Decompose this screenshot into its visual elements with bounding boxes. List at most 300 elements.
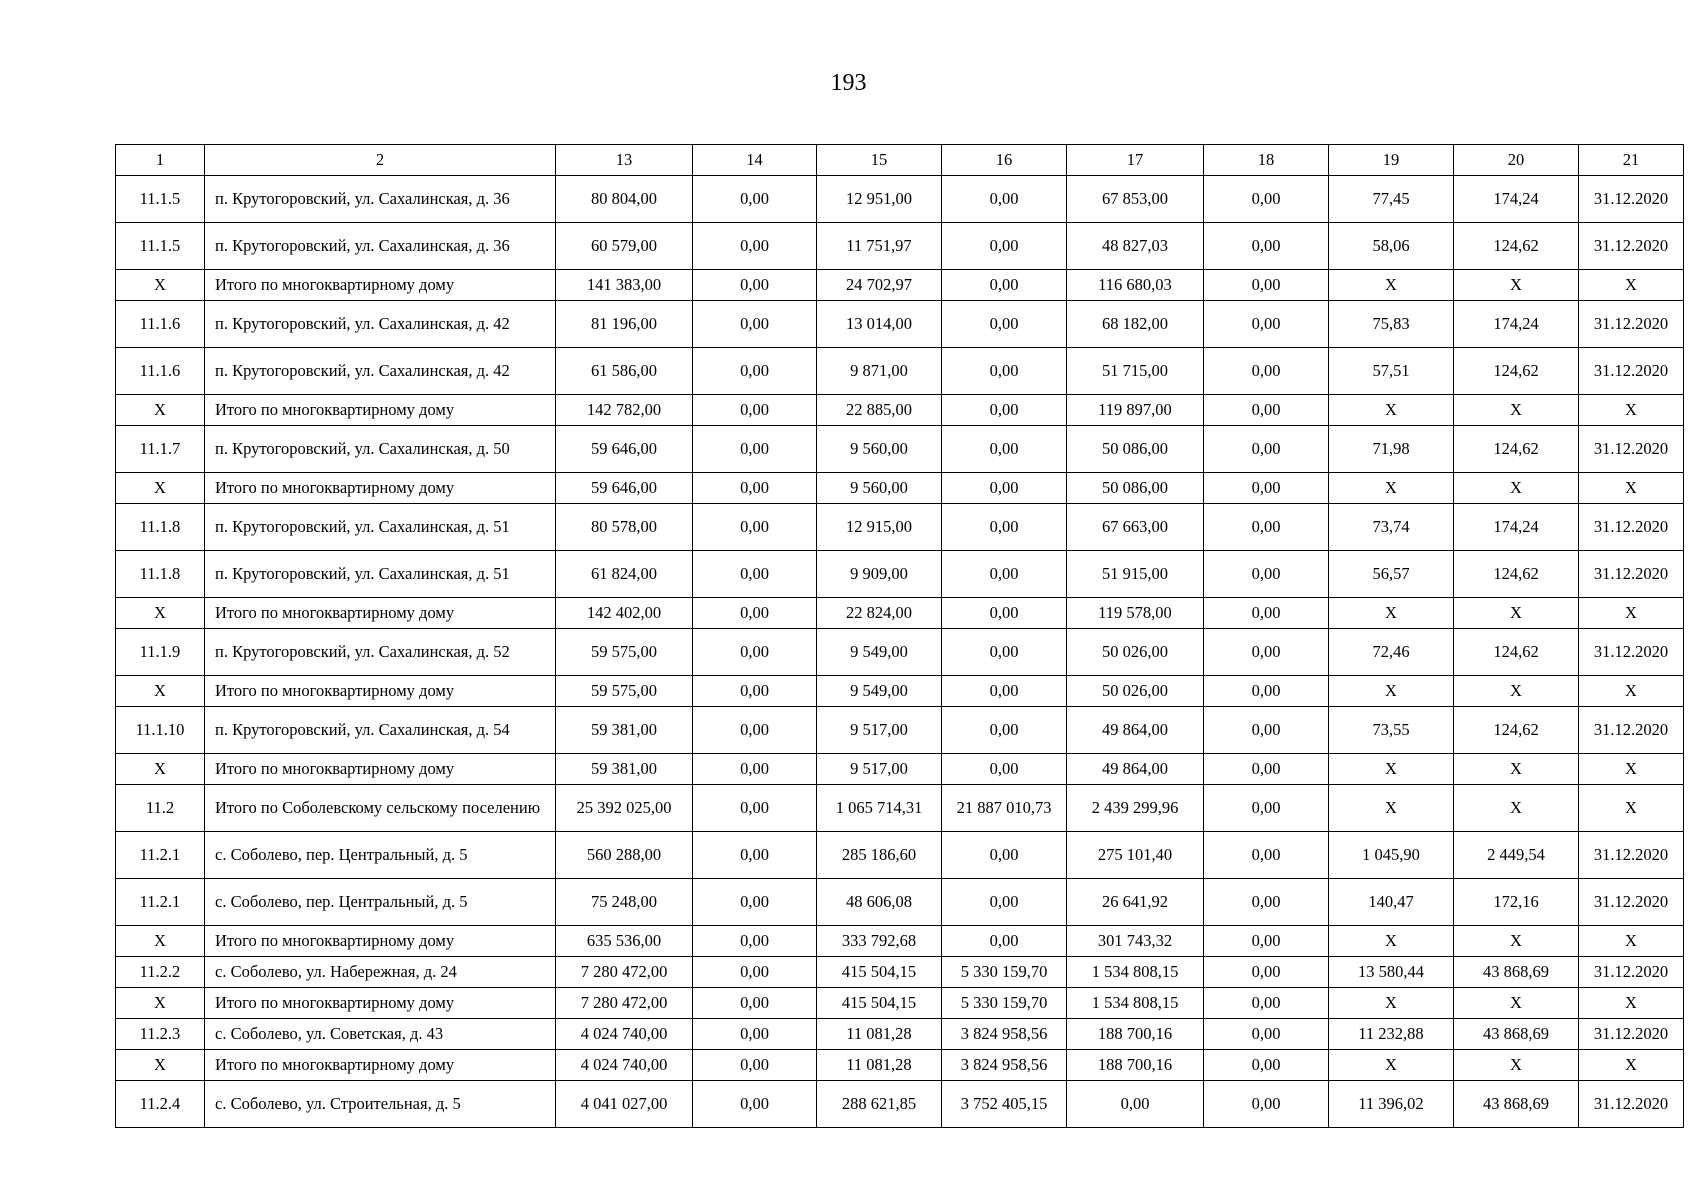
table-cell: 51 715,00 — [1067, 348, 1204, 395]
address-cell: п. Крутогоровский, ул. Сахалинская, д. 54 — [205, 707, 556, 754]
column-header: 1 — [116, 145, 205, 176]
table-cell: 0,00 — [942, 395, 1067, 426]
table-cell: Х — [1579, 598, 1684, 629]
table-cell: 0,00 — [942, 473, 1067, 504]
table-cell: 124,62 — [1454, 348, 1579, 395]
table-cell: Х — [1454, 676, 1579, 707]
table-cell: 9 871,00 — [817, 348, 942, 395]
table-body — [116, 176, 1684, 1128]
table-cell: 11 751,97 — [817, 223, 942, 270]
table-cell: 11.1.5 — [116, 223, 205, 270]
table-cell: 0,00 — [693, 676, 817, 707]
table-cell: 11.1.5 — [116, 176, 205, 223]
table-cell: 58,06 — [1329, 223, 1454, 270]
table-cell: Х — [116, 598, 205, 629]
column-header: 15 — [817, 145, 942, 176]
table-cell: 288 621,85 — [817, 1081, 942, 1128]
table-cell: 142 782,00 — [556, 395, 693, 426]
table-cell: 0,00 — [693, 957, 817, 988]
address-cell: Итого по многоквартирному дому — [205, 473, 556, 504]
table-cell: 12 915,00 — [817, 504, 942, 551]
table-row — [116, 1019, 1684, 1050]
table-cell: Х — [116, 395, 205, 426]
table-cell: 1 534 808,15 — [1067, 988, 1204, 1019]
table-cell: 0,00 — [942, 426, 1067, 473]
table-cell: 3 824 958,56 — [942, 1050, 1067, 1081]
table-row — [116, 926, 1684, 957]
table-cell: Х — [1579, 785, 1684, 832]
address-cell: п. Крутогоровский, ул. Сахалинская, д. 42 — [205, 348, 556, 395]
column-header: 2 — [205, 145, 556, 176]
table-cell: 0,00 — [1204, 395, 1329, 426]
table-cell: 61 824,00 — [556, 551, 693, 598]
address-cell: Итого по многоквартирному дому — [205, 395, 556, 426]
table-cell: 50 086,00 — [1067, 426, 1204, 473]
table-cell: 0,00 — [942, 301, 1067, 348]
address-cell: Итого по многоквартирному дому — [205, 754, 556, 785]
table-cell: 3 752 405,15 — [942, 1081, 1067, 1128]
table-cell: Х — [1454, 270, 1579, 301]
table-cell: 0,00 — [1204, 1019, 1329, 1050]
table-cell: 124,62 — [1454, 426, 1579, 473]
table-cell: 0,00 — [693, 270, 817, 301]
table-row — [116, 879, 1684, 926]
table-cell: Х — [1329, 270, 1454, 301]
table-cell: Х — [1454, 1050, 1579, 1081]
header-row — [116, 145, 1684, 176]
table-row — [116, 785, 1684, 832]
table-cell: 0,00 — [942, 223, 1067, 270]
column-header: 16 — [942, 145, 1067, 176]
table-cell: 11 232,88 — [1329, 1019, 1454, 1050]
table-cell: 0,00 — [942, 926, 1067, 957]
table-cell: 0,00 — [1204, 879, 1329, 926]
table-cell: 31.12.2020 — [1579, 832, 1684, 879]
table-cell: 0,00 — [942, 832, 1067, 879]
table-cell: 119 578,00 — [1067, 598, 1204, 629]
table-cell: 140,47 — [1329, 879, 1454, 926]
table-cell: Х — [1454, 988, 1579, 1019]
table-cell: 59 646,00 — [556, 473, 693, 504]
table-row — [116, 1050, 1684, 1081]
table-cell: 0,00 — [1204, 754, 1329, 785]
table-cell: 0,00 — [1204, 176, 1329, 223]
table-cell: 11.1.7 — [116, 426, 205, 473]
table-cell: 0,00 — [1204, 473, 1329, 504]
table-cell: 0,00 — [693, 598, 817, 629]
table-cell: 2 439 299,96 — [1067, 785, 1204, 832]
table-cell: 0,00 — [942, 879, 1067, 926]
table-cell: Х — [1329, 785, 1454, 832]
table-cell: 50 026,00 — [1067, 676, 1204, 707]
table-cell: 0,00 — [693, 348, 817, 395]
table-cell: 9 549,00 — [817, 676, 942, 707]
table-cell: 0,00 — [942, 551, 1067, 598]
table-cell: 0,00 — [693, 707, 817, 754]
table-cell: 5 330 159,70 — [942, 957, 1067, 988]
table-cell: 73,74 — [1329, 504, 1454, 551]
address-cell: Итого по многоквартирному дому — [205, 926, 556, 957]
address-cell: Итого по многоквартирному дому — [205, 598, 556, 629]
table-cell: Х — [1329, 988, 1454, 1019]
table-cell: 188 700,16 — [1067, 1019, 1204, 1050]
table-cell: Х — [1329, 473, 1454, 504]
table-row — [116, 598, 1684, 629]
table-cell: 51 915,00 — [1067, 551, 1204, 598]
table-row — [116, 754, 1684, 785]
table-cell: 0,00 — [693, 1081, 817, 1128]
table-cell: 11 081,28 — [817, 1019, 942, 1050]
table-cell: 635 536,00 — [556, 926, 693, 957]
table-cell: 1 065 714,31 — [817, 785, 942, 832]
table-cell: 0,00 — [693, 1019, 817, 1050]
page-number: 193 — [830, 70, 867, 96]
table-cell: 0,00 — [1204, 1050, 1329, 1081]
address-cell: п. Крутогоровский, ул. Сахалинская, д. 52 — [205, 629, 556, 676]
table-cell: 60 579,00 — [556, 223, 693, 270]
table-row — [116, 395, 1684, 426]
table-cell: 0,00 — [942, 629, 1067, 676]
table-cell: Х — [116, 754, 205, 785]
table-cell: Х — [1579, 395, 1684, 426]
table-row — [116, 629, 1684, 676]
column-header: 18 — [1204, 145, 1329, 176]
table-cell: 31.12.2020 — [1579, 1019, 1684, 1050]
table-cell: 49 864,00 — [1067, 754, 1204, 785]
table-cell: 0,00 — [1204, 270, 1329, 301]
address-cell: с. Соболево, ул. Советская, д. 43 — [205, 1019, 556, 1050]
table-cell: Х — [1454, 473, 1579, 504]
table-cell: 22 824,00 — [817, 598, 942, 629]
table-cell: 24 702,97 — [817, 270, 942, 301]
table-row — [116, 832, 1684, 879]
table-cell: 124,62 — [1454, 223, 1579, 270]
table-cell: 0,00 — [693, 785, 817, 832]
table-cell: 9 560,00 — [817, 426, 942, 473]
table-cell: 0,00 — [942, 676, 1067, 707]
table-cell: 0,00 — [1204, 551, 1329, 598]
table-cell: 0,00 — [1204, 426, 1329, 473]
address-cell: с. Соболево, пер. Центральный, д. 5 — [205, 879, 556, 926]
table-cell: Х — [1329, 676, 1454, 707]
table-row — [116, 223, 1684, 270]
table-cell: 77,45 — [1329, 176, 1454, 223]
data-table — [115, 144, 1684, 1128]
table-cell: 81 196,00 — [556, 301, 693, 348]
table-cell: 2 449,54 — [1454, 832, 1579, 879]
table-row — [116, 957, 1684, 988]
column-header: 17 — [1067, 145, 1204, 176]
table-cell: 12 951,00 — [817, 176, 942, 223]
table-cell: 0,00 — [693, 301, 817, 348]
table-cell: 9 560,00 — [817, 473, 942, 504]
address-cell: п. Крутогоровский, ул. Сахалинская, д. 36 — [205, 176, 556, 223]
table-cell: 11.2.1 — [116, 832, 205, 879]
table-cell: 0,00 — [693, 1050, 817, 1081]
table-cell: 0,00 — [693, 754, 817, 785]
table-cell: 0,00 — [942, 504, 1067, 551]
table-cell: 59 381,00 — [556, 707, 693, 754]
table-cell: 124,62 — [1454, 551, 1579, 598]
table-cell: Х — [1329, 395, 1454, 426]
column-header: 19 — [1329, 145, 1454, 176]
table-cell: 50 086,00 — [1067, 473, 1204, 504]
table-cell: 172,16 — [1454, 879, 1579, 926]
table-cell: 9 549,00 — [817, 629, 942, 676]
table-cell: 31.12.2020 — [1579, 301, 1684, 348]
table-cell: 11.2.2 — [116, 957, 205, 988]
table-cell: 0,00 — [1204, 348, 1329, 395]
table-cell: 0,00 — [693, 551, 817, 598]
table-cell: 31.12.2020 — [1579, 957, 1684, 988]
table-cell: Х — [1454, 395, 1579, 426]
table-row — [116, 504, 1684, 551]
table-cell: 9 909,00 — [817, 551, 942, 598]
table-cell: Х — [1454, 598, 1579, 629]
address-cell: Итого по Соболевскому сельскому поселению — [205, 785, 556, 832]
table-cell: 0,00 — [1204, 301, 1329, 348]
table-cell: 0,00 — [693, 926, 817, 957]
table-cell: 0,00 — [1204, 707, 1329, 754]
table-cell: Х — [116, 1050, 205, 1081]
table-cell: 75,83 — [1329, 301, 1454, 348]
table-cell: 59 381,00 — [556, 754, 693, 785]
table-cell: 4 041 027,00 — [556, 1081, 693, 1128]
table-cell: 0,00 — [1204, 598, 1329, 629]
column-header: 20 — [1454, 145, 1579, 176]
address-cell: Итого по многоквартирному дому — [205, 988, 556, 1019]
table-row — [116, 676, 1684, 707]
address-cell: с. Соболево, пер. Центральный, д. 5 — [205, 832, 556, 879]
table-cell: 71,98 — [1329, 426, 1454, 473]
table-row — [116, 1081, 1684, 1128]
table-cell: 0,00 — [1204, 1081, 1329, 1128]
column-header: 13 — [556, 145, 693, 176]
table-cell: Х — [1579, 473, 1684, 504]
address-cell: с. Соболево, ул. Набережная, д. 24 — [205, 957, 556, 988]
table-cell: 142 402,00 — [556, 598, 693, 629]
table-cell: 124,62 — [1454, 707, 1579, 754]
table-cell: 43 868,69 — [1454, 1081, 1579, 1128]
table-cell: 0,00 — [1204, 957, 1329, 988]
table-cell: 11.1.8 — [116, 551, 205, 598]
table-cell: 0,00 — [693, 223, 817, 270]
table-row — [116, 707, 1684, 754]
table-cell: 174,24 — [1454, 504, 1579, 551]
table-cell: 3 824 958,56 — [942, 1019, 1067, 1050]
table-cell: 0,00 — [693, 504, 817, 551]
table-cell: 0,00 — [693, 832, 817, 879]
address-cell: п. Крутогоровский, ул. Сахалинская, д. 36 — [205, 223, 556, 270]
table-cell: 11.1.10 — [116, 707, 205, 754]
table-cell: 0,00 — [693, 426, 817, 473]
table-cell: 1 045,90 — [1329, 832, 1454, 879]
table-cell: 0,00 — [942, 270, 1067, 301]
column-header: 14 — [693, 145, 817, 176]
column-header: 21 — [1579, 145, 1684, 176]
table-cell: 31.12.2020 — [1579, 629, 1684, 676]
table-cell: Х — [1329, 598, 1454, 629]
table-cell: 43 868,69 — [1454, 957, 1579, 988]
table-cell: 22 885,00 — [817, 395, 942, 426]
table-cell: 26 641,92 — [1067, 879, 1204, 926]
table-cell: 0,00 — [942, 176, 1067, 223]
table-cell: 59 646,00 — [556, 426, 693, 473]
address-cell: п. Крутогоровский, ул. Сахалинская, д. 51 — [205, 504, 556, 551]
table-cell: 73,55 — [1329, 707, 1454, 754]
table-cell: Х — [1329, 754, 1454, 785]
table-cell: 57,51 — [1329, 348, 1454, 395]
table-row — [116, 270, 1684, 301]
table-cell: 0,00 — [942, 348, 1067, 395]
table-cell: Х — [1579, 1050, 1684, 1081]
table-cell: 560 288,00 — [556, 832, 693, 879]
table-cell: 11.2.1 — [116, 879, 205, 926]
table-cell: 31.12.2020 — [1579, 551, 1684, 598]
table-cell: 11.2.3 — [116, 1019, 205, 1050]
table-cell: 0,00 — [1204, 676, 1329, 707]
table-cell: 0,00 — [693, 879, 817, 926]
table-cell: 25 392 025,00 — [556, 785, 693, 832]
table-cell: 4 024 740,00 — [556, 1050, 693, 1081]
table-cell: 0,00 — [1204, 629, 1329, 676]
table-cell: 9 517,00 — [817, 754, 942, 785]
table-cell: Х — [1579, 988, 1684, 1019]
table-cell: 0,00 — [693, 176, 817, 223]
table-cell: Х — [1329, 926, 1454, 957]
table-cell: 31.12.2020 — [1579, 1081, 1684, 1128]
table-cell: 31.12.2020 — [1579, 504, 1684, 551]
table-cell: 31.12.2020 — [1579, 348, 1684, 395]
table-cell: Х — [1579, 270, 1684, 301]
table-cell: Х — [116, 926, 205, 957]
table-cell: 5 330 159,70 — [942, 988, 1067, 1019]
table-cell: 11 396,02 — [1329, 1081, 1454, 1128]
table-cell: 11.1.6 — [116, 348, 205, 395]
table-cell: 43 868,69 — [1454, 1019, 1579, 1050]
table-cell: Х — [1454, 785, 1579, 832]
table-cell: 68 182,00 — [1067, 301, 1204, 348]
table-cell: 7 280 472,00 — [556, 957, 693, 988]
table-cell: 13 014,00 — [817, 301, 942, 348]
table-cell: 11.2.4 — [116, 1081, 205, 1128]
table-cell: 301 743,32 — [1067, 926, 1204, 957]
table-cell: 0,00 — [1204, 785, 1329, 832]
table-cell: 174,24 — [1454, 301, 1579, 348]
table-cell: 0,00 — [1067, 1081, 1204, 1128]
table-cell: 80 804,00 — [556, 176, 693, 223]
address-cell: Итого по многоквартирному дому — [205, 1050, 556, 1081]
table-cell: 174,24 — [1454, 176, 1579, 223]
table-cell: 141 383,00 — [556, 270, 693, 301]
table-cell: 124,62 — [1454, 629, 1579, 676]
table-cell: 0,00 — [1204, 926, 1329, 957]
table-cell: 56,57 — [1329, 551, 1454, 598]
table-cell: 80 578,00 — [556, 504, 693, 551]
address-cell: с. Соболево, ул. Строительная, д. 5 — [205, 1081, 556, 1128]
table-row — [116, 301, 1684, 348]
table-cell: 59 575,00 — [556, 629, 693, 676]
table-cell: 0,00 — [1204, 832, 1329, 879]
table-cell: 0,00 — [693, 473, 817, 504]
table-cell: 0,00 — [693, 629, 817, 676]
table-cell: 31.12.2020 — [1579, 879, 1684, 926]
table-cell: 11 081,28 — [817, 1050, 942, 1081]
table-cell: Х — [116, 676, 205, 707]
table-cell: 188 700,16 — [1067, 1050, 1204, 1081]
table-cell: 11.1.8 — [116, 504, 205, 551]
table-cell: 49 864,00 — [1067, 707, 1204, 754]
table-cell: 48 827,03 — [1067, 223, 1204, 270]
table-cell: 0,00 — [942, 754, 1067, 785]
table-cell: 11.2 — [116, 785, 205, 832]
table-cell: 31.12.2020 — [1579, 707, 1684, 754]
table-cell: 0,00 — [693, 395, 817, 426]
table-cell: Х — [116, 473, 205, 504]
table-cell: 9 517,00 — [817, 707, 942, 754]
address-cell: п. Крутогоровский, ул. Сахалинская, д. 42 — [205, 301, 556, 348]
table-cell: 75 248,00 — [556, 879, 693, 926]
table-cell: 415 504,15 — [817, 988, 942, 1019]
table-cell: Х — [116, 270, 205, 301]
table-cell: 67 663,00 — [1067, 504, 1204, 551]
table-cell: 21 887 010,73 — [942, 785, 1067, 832]
table-cell: 119 897,00 — [1067, 395, 1204, 426]
table-cell: 50 026,00 — [1067, 629, 1204, 676]
table-cell: 13 580,44 — [1329, 957, 1454, 988]
address-cell: п. Крутогоровский, ул. Сахалинская, д. 51 — [205, 551, 556, 598]
table-cell: Х — [1579, 754, 1684, 785]
table-row — [116, 473, 1684, 504]
table-cell: 31.12.2020 — [1579, 176, 1684, 223]
table-cell: Х — [1454, 926, 1579, 957]
address-cell: Итого по многоквартирному дому — [205, 270, 556, 301]
table-cell: Х — [1329, 1050, 1454, 1081]
table-cell: Х — [1579, 676, 1684, 707]
address-cell: Итого по многоквартирному дому — [205, 676, 556, 707]
table-cell: 0,00 — [1204, 223, 1329, 270]
table-cell: 333 792,68 — [817, 926, 942, 957]
table-cell: 7 280 472,00 — [556, 988, 693, 1019]
table-cell: Х — [1579, 926, 1684, 957]
table-row — [116, 348, 1684, 395]
table-cell: 11.1.6 — [116, 301, 205, 348]
table-cell: 72,46 — [1329, 629, 1454, 676]
table-cell: 31.12.2020 — [1579, 223, 1684, 270]
table-cell: Х — [116, 988, 205, 1019]
table-cell: 275 101,40 — [1067, 832, 1204, 879]
table-cell: 0,00 — [942, 707, 1067, 754]
table-cell: 0,00 — [1204, 988, 1329, 1019]
table-row — [116, 551, 1684, 598]
table-cell: 0,00 — [693, 988, 817, 1019]
table-cell: 61 586,00 — [556, 348, 693, 395]
address-cell: п. Крутогоровский, ул. Сахалинская, д. 50 — [205, 426, 556, 473]
table-cell: 11.1.9 — [116, 629, 205, 676]
table-row — [116, 176, 1684, 223]
table-row — [116, 426, 1684, 473]
table-cell: 415 504,15 — [817, 957, 942, 988]
table-cell: 0,00 — [942, 598, 1067, 629]
table-cell: 31.12.2020 — [1579, 426, 1684, 473]
table-row — [116, 988, 1684, 1019]
table-cell: 0,00 — [1204, 504, 1329, 551]
table-cell: 59 575,00 — [556, 676, 693, 707]
table-cell: 48 606,08 — [817, 879, 942, 926]
table-cell: 67 853,00 — [1067, 176, 1204, 223]
table-cell: 4 024 740,00 — [556, 1019, 693, 1050]
table-cell: 116 680,03 — [1067, 270, 1204, 301]
